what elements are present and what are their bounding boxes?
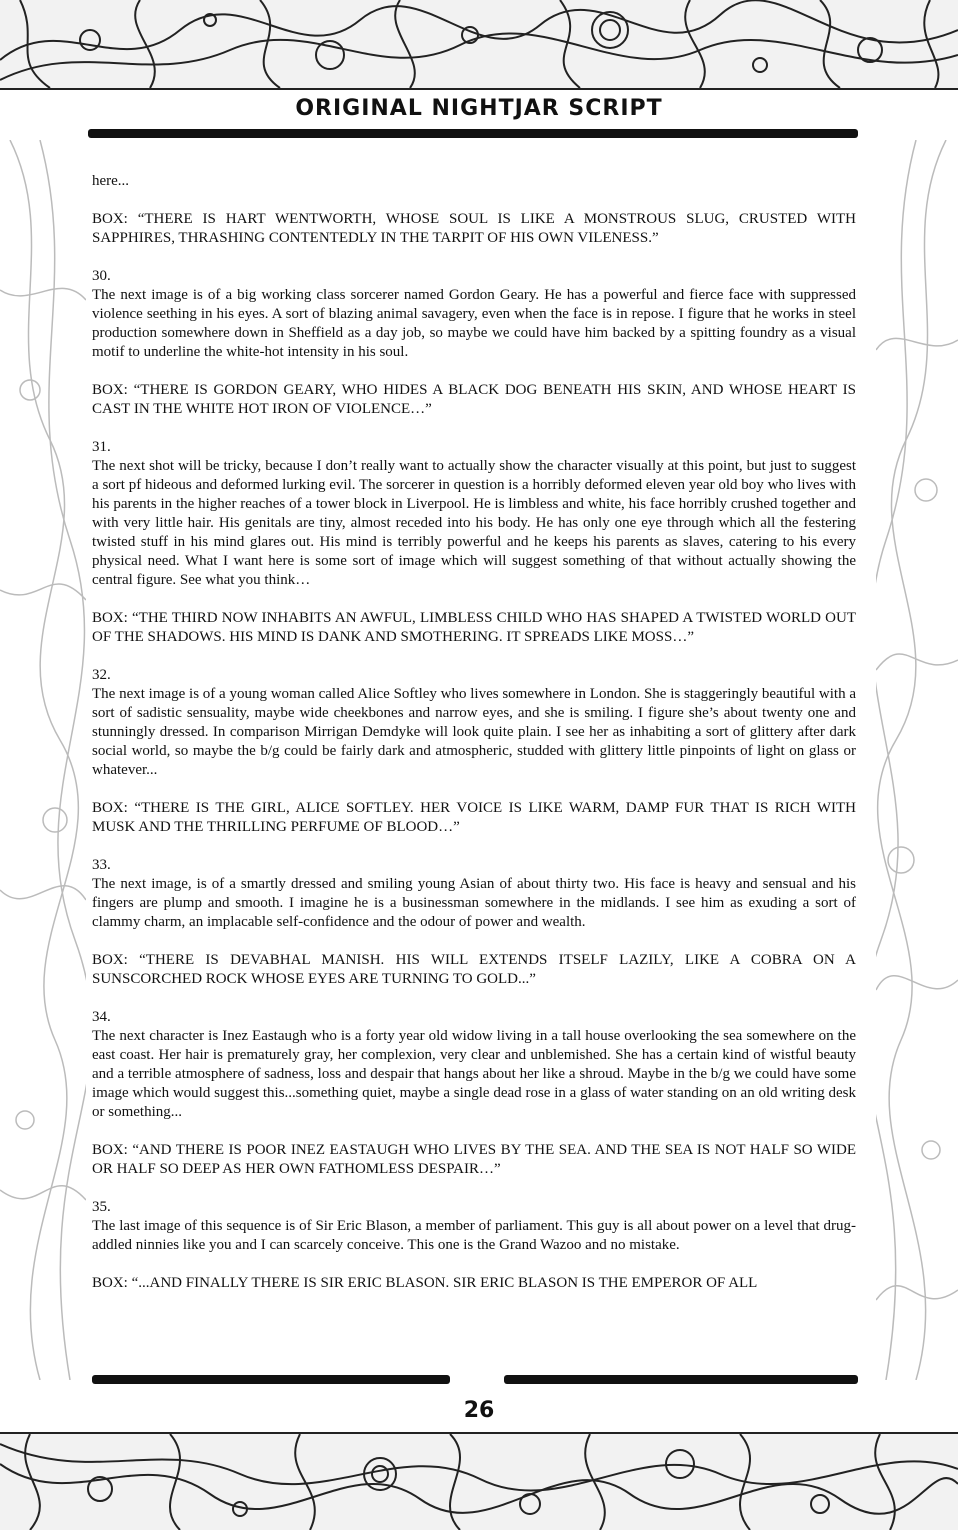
page-title: ORIGINAL NIGHTJAR SCRIPT	[295, 96, 663, 121]
script-entry-32	[92, 666, 856, 837]
entry-description: The next image, is of a smartly dressed and smiling young Asian of about thirty two. His face is heavy and sensual and his fingers are plump and smooth. I imagine he is a businessman somewhere in the midlands. I see him as exuding a sort of clammy charm, an implacable self-confidence and the odour of power and wealth.	[92, 876, 856, 930]
script-entry-34	[92, 1008, 856, 1179]
footer-rule-right	[504, 1375, 858, 1384]
entry-description: The next character is Inez Eastaugh who is a forty year old widow living in a tall house overlooking the sea somewhere on the east coast. Her hair is prematurely gray, her complexion, very clear and unblemished. She has a certain kind of wistful beauty and a terrible atmosphere of sadness, loss and despair that hangs about her like a shroud. Maybe in the b/g we could have some image which would suggest this...something quiet, maybe a single dead rose in a glass of water standing on an old writing desk or something...	[92, 1028, 856, 1120]
footer-rule-left	[92, 1375, 450, 1384]
entry-number: 33.	[92, 857, 111, 873]
header-rule	[88, 129, 858, 138]
lead-text: here...	[92, 173, 130, 189]
entry-number: 32.	[92, 667, 111, 683]
entry-number: 34.	[92, 1009, 111, 1025]
box-text: BOX: “THERE IS THE GIRL, ALICE SOFTLEY. HER VOICE IS LIKE WARM, DAMP FUR THAT IS RICH WITH MUSK AND THE THRILLING PERFUME OF BLOOD…”	[92, 800, 856, 835]
box-text: BOX: “THERE IS GORDON GEARY, WHO HIDES A BLACK DOG BENEATH HIS SKIN, AND WHOSE HEART IS CAST IN THE WHITE HOT IRON OF VIOLENCE…”	[92, 382, 856, 417]
decorative-border-right	[876, 140, 958, 1380]
box-text: BOX: “THERE IS DEVABHAL MANISH. HIS WILL EXTENDS ITSELF LAZILY, LIKE A COBRA ON A SUNSCORCHED ROCK WHOSE EYES ARE TURNING TO GOLD...”	[92, 952, 856, 987]
decorative-border-bottom	[0, 1432, 958, 1530]
entry-description: The next shot will be tricky, because I don’t really want to actually show the character visually at this point, but just to suggest a sort pf hideous and deformed lurking evil. The sorcerer in question is a horribly deformed eleven year old boy who lives with his parents in the higher reaches of a tower block in Liverpool. He is limbless and white, his face horribly crushed together and with very little hair. His genitals are tiny, almost receded into his body. He has only one eye through which all the festering twisted stuff in his mind glares out. His mind is terribly powerful and he keeps his parents as slaves, catering to his every physical need. What I want here is some sort of image which will suggest something of that without actually showing the central figure. See what you think…	[92, 458, 856, 588]
entry-description: The next image is of a big working class sorcerer named Gordon Geary. He has a powerful and fierce face with suppressed violence seething in his eyes. A sort of blazing animal savagery, even when the face is in repose. I figure that he works in steel production somewhere down in Sheffield as a day job, so maybe we could have him backed by a spitting foundry as a visual motif to underline the white-hot intensity in his soul.	[92, 287, 856, 360]
script-entry-31	[92, 438, 856, 647]
page-number: 26	[463, 1398, 495, 1423]
entry-description: The next image is of a young woman called Alice Softley who lives somewhere in London. She is staggeringly beautiful with a sort of sadistic sensuality, maybe wide cheekbones and narrow eyes, and she is smiling. I figure she’s about twenty one and stunningly dressed. In comparison Mirrigan Demdyke will look quite plain. I see her as inhabiting a sort of glittery after dark social world, so maybe the b/g could be fairly dark and atmospheric, studded with glittery little pinpoints of light on glass or whatever...	[92, 686, 856, 778]
entry-number: 30.	[92, 268, 111, 284]
box-text-29: BOX: “THERE IS HART WENTWORTH, WHOSE SOUL IS LIKE A MONSTROUS SLUG, CRUSTED WITH SAPPHIRES, THRASHING CONTENTEDLY IN THE TARPIT OF HIS OWN VILENESS.”	[92, 211, 856, 246]
script-entry-35	[92, 1198, 856, 1293]
box-text: BOX: “AND THERE IS POOR INEZ EASTAUGH WHO LIVES BY THE SEA. AND THE SEA IS NOT HALF SO WIDE OR HALF SO DEEP AS HER OWN FATHOMLESS DESPAIR…”	[92, 1142, 856, 1177]
decorative-border-top	[0, 0, 958, 90]
box-text: BOX: “THE THIRD NOW INHABITS AN AWFUL, LIMBLESS CHILD WHO HAS SHAPED A TWISTED WORLD OUT OF THE SHADOWS. HIS MIND IS DANK AND SMOTHERING. IT SPREADS LIKE MOSS…”	[92, 610, 856, 645]
script-body	[92, 172, 856, 1312]
script-entry-30	[92, 267, 856, 419]
entry-number: 35.	[92, 1199, 111, 1215]
box-text: BOX: “...AND FINALLY THERE IS SIR ERIC BLASON. SIR ERIC BLASON IS THE EMPEROR OF ALL	[92, 1275, 758, 1291]
decorative-border-left	[0, 140, 86, 1380]
script-entry-33	[92, 856, 856, 989]
entry-description: The last image of this sequence is of Sir Eric Blason, a member of parliament. This guy is all about power on a level that drug-addled ninnies like you and I can scarcely conceive. This one is the Grand Wazoo and no mistake.	[92, 1218, 856, 1253]
entry-number: 31.	[92, 439, 111, 455]
